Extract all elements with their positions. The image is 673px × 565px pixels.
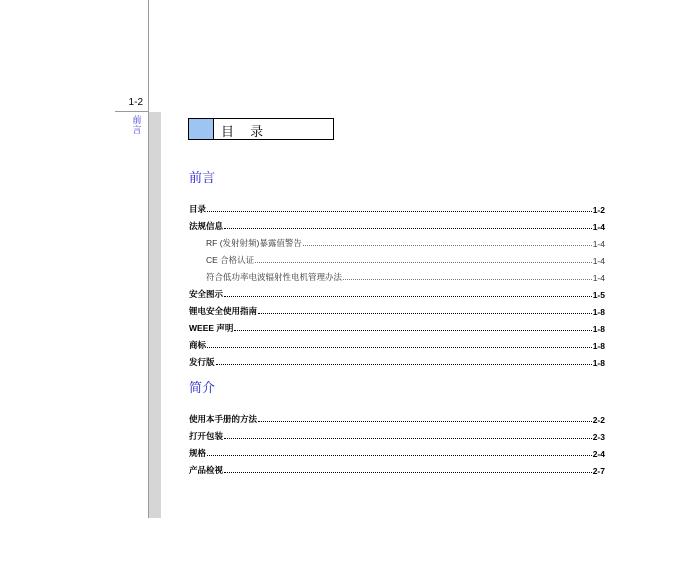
toc-entry-label: 目录 bbox=[189, 204, 207, 214]
toc-entry-label: WEEE 声明 bbox=[189, 323, 234, 333]
section-title-preface: 前言 bbox=[189, 171, 216, 186]
toc-entry[interactable] bbox=[189, 215, 605, 232]
leader-dots bbox=[224, 296, 592, 297]
toc-entry[interactable] bbox=[189, 459, 605, 476]
title-color-block bbox=[189, 119, 214, 139]
leader-dots bbox=[207, 211, 592, 212]
chapter-side-label: 前言 bbox=[132, 116, 142, 136]
toc-entry-page: 1-8 bbox=[592, 341, 605, 351]
toc-entry-page: 2-2 bbox=[592, 415, 605, 425]
toc-entry[interactable] bbox=[189, 283, 605, 300]
leader-dots bbox=[216, 364, 592, 365]
leader-dots bbox=[224, 228, 592, 229]
toc-entry-label: 产品检视 bbox=[189, 465, 224, 475]
leader-dots bbox=[258, 421, 592, 422]
toc-entry-label: 锂电安全使用指南 bbox=[189, 306, 258, 316]
toc-entry-page: 1-5 bbox=[592, 290, 605, 300]
leader-dots bbox=[224, 472, 592, 473]
toc-entry-page: 2-7 bbox=[592, 466, 605, 476]
toc-entry[interactable] bbox=[189, 317, 605, 334]
toc-entry[interactable] bbox=[189, 198, 605, 215]
toc-entry-label: 使用本手册的方法 bbox=[189, 414, 258, 424]
toc-subentry[interactable] bbox=[189, 249, 605, 266]
toc-entry[interactable] bbox=[189, 408, 605, 425]
toc-title: 目 录 bbox=[221, 125, 270, 140]
toc-entry-page: 1-4 bbox=[592, 273, 605, 283]
toc-entry[interactable] bbox=[189, 442, 605, 459]
toc-entry-page: 1-8 bbox=[592, 307, 605, 317]
toc-entry[interactable] bbox=[189, 425, 605, 442]
toc-entry-label: RF (发射射频)暴露值警告 bbox=[206, 238, 302, 248]
toc-entry-label: 规格 bbox=[189, 448, 207, 458]
toc-entry-page: 1-2 bbox=[592, 205, 605, 215]
toc-subentry[interactable] bbox=[189, 266, 605, 283]
toc-title-box bbox=[188, 118, 334, 140]
page-number-rule bbox=[115, 111, 149, 112]
toc-entry-page: 1-8 bbox=[592, 358, 605, 368]
toc-entry-label: 法规信息 bbox=[189, 221, 224, 231]
section-title-intro: 简介 bbox=[189, 381, 216, 396]
toc-entry[interactable] bbox=[189, 351, 605, 368]
page-number: 1-2 bbox=[128, 97, 143, 108]
margin-bar bbox=[149, 112, 161, 518]
toc-entry-page: 2-3 bbox=[592, 432, 605, 442]
toc-entry-page: 1-4 bbox=[592, 222, 605, 232]
leader-dots bbox=[224, 438, 592, 439]
toc-entry[interactable] bbox=[189, 334, 605, 351]
leader-dots bbox=[255, 262, 592, 263]
toc-list-intro bbox=[189, 408, 605, 476]
toc-subentry[interactable] bbox=[189, 232, 605, 249]
leader-dots bbox=[303, 245, 592, 246]
leader-dots bbox=[234, 330, 591, 331]
toc-entry[interactable] bbox=[189, 300, 605, 317]
toc-entry-label: 安全图示 bbox=[189, 289, 224, 299]
leader-dots bbox=[343, 279, 592, 280]
leader-dots bbox=[207, 455, 592, 456]
leader-dots bbox=[207, 347, 592, 348]
toc-entry-label: 符合低功率电波辐射性电机管理办法 bbox=[206, 272, 343, 282]
toc-entry-page: 2-4 bbox=[592, 449, 605, 459]
toc-entry-page: 1-8 bbox=[592, 324, 605, 334]
toc-entry-label: CE 合格认证 bbox=[206, 255, 255, 265]
toc-entry-label: 发行版 bbox=[189, 357, 215, 367]
leader-dots bbox=[258, 313, 592, 314]
toc-list-preface bbox=[189, 198, 605, 368]
toc-entry-page: 1-4 bbox=[592, 239, 605, 249]
toc-entry-label: 打开包装 bbox=[189, 431, 224, 441]
toc-entry-label: 商标 bbox=[189, 340, 207, 350]
toc-entry-page: 1-4 bbox=[592, 256, 605, 266]
